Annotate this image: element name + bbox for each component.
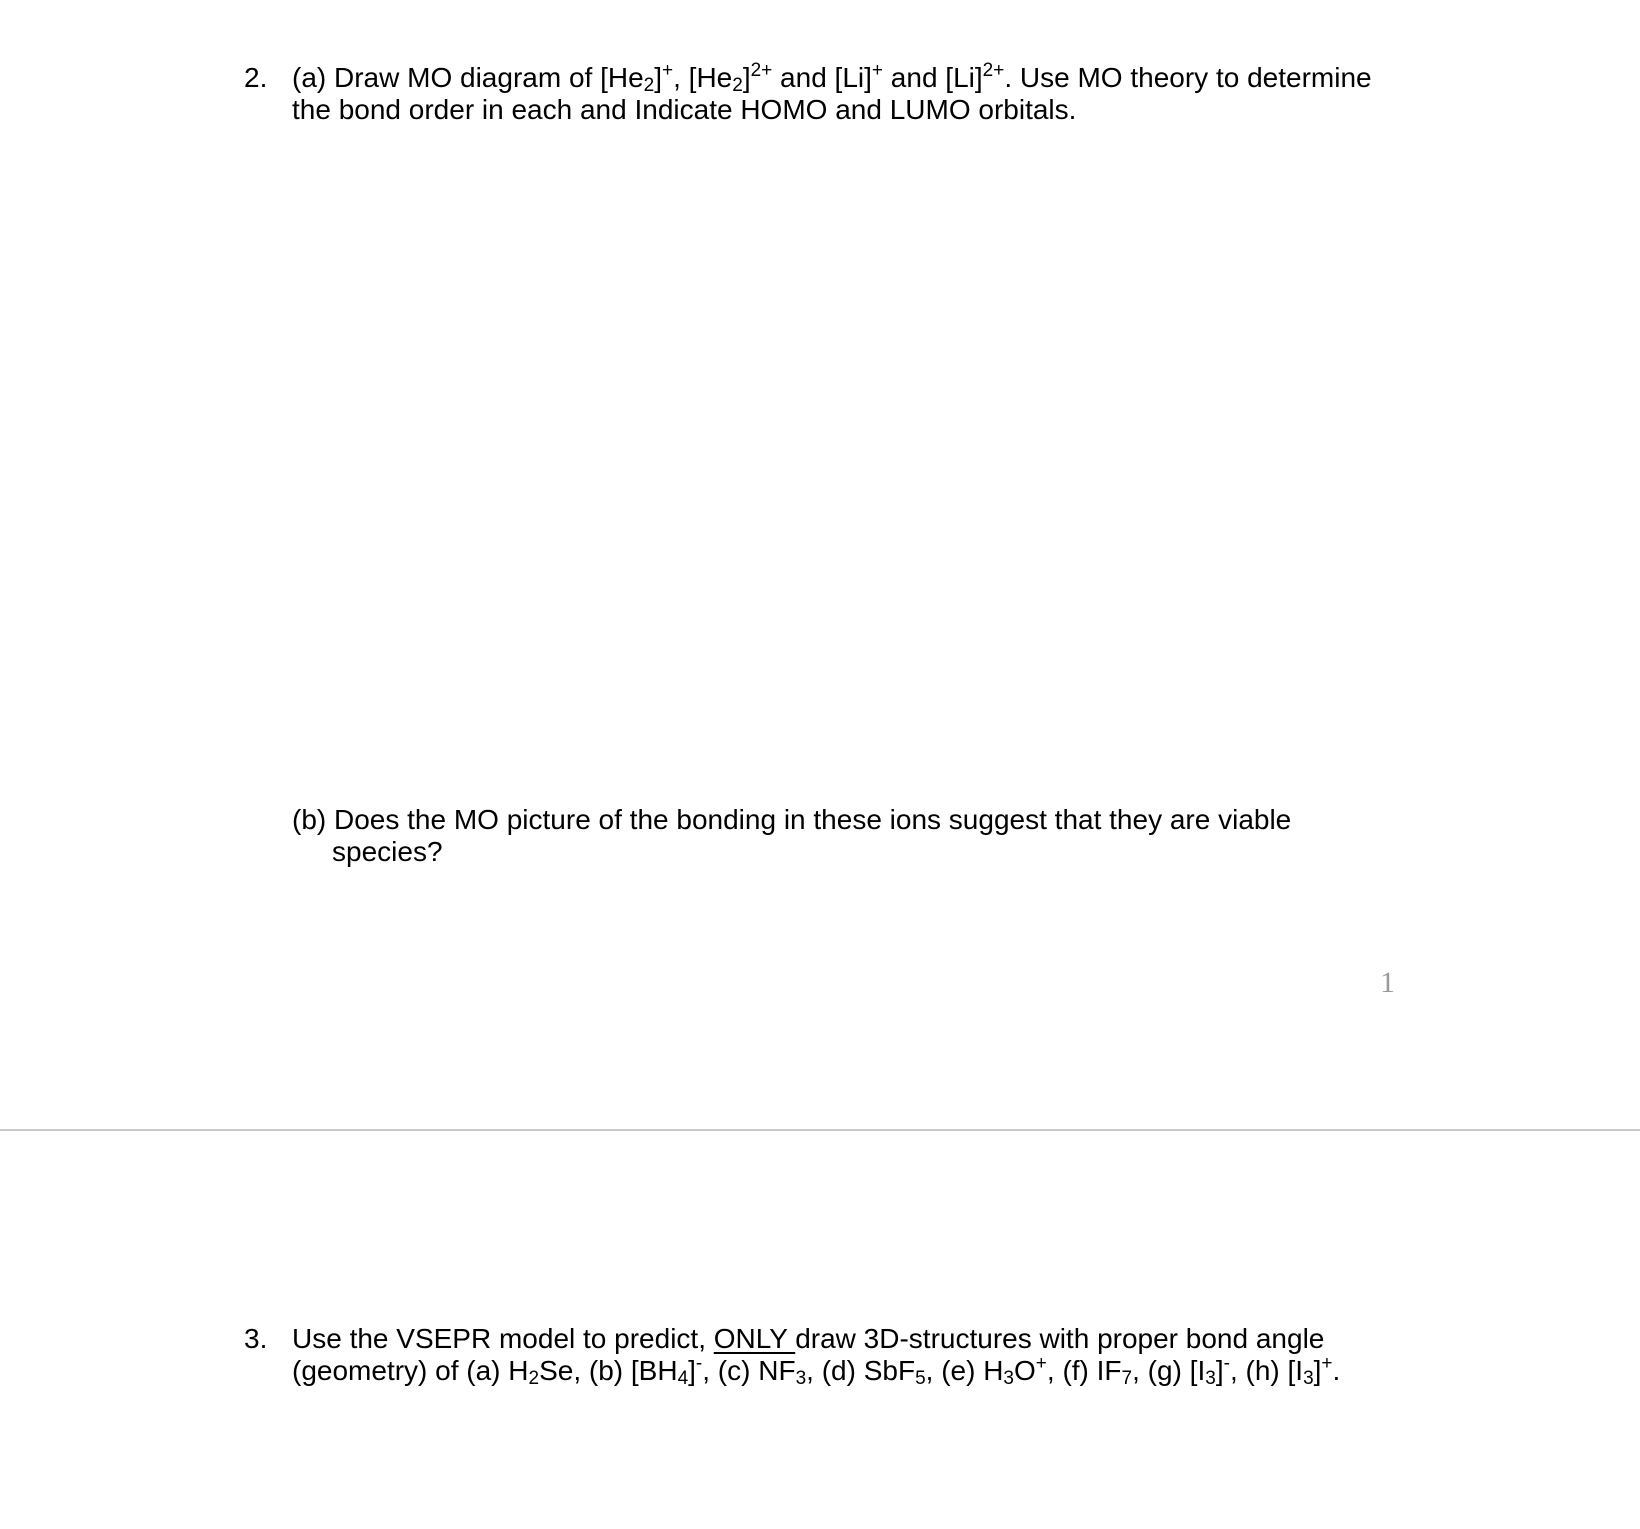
page-divider bbox=[0, 1129, 1640, 1131]
question-3-line-1: Use the VSEPR model to predict, ONLY draw 3D-structures with proper bond angle bbox=[292, 1323, 1325, 1354]
only-emphasis: ONLY bbox=[713, 1323, 796, 1354]
question-2a-line-2: the bond order in each and Indicate HOMO and LUMO orbitals. bbox=[292, 94, 1077, 125]
question-3-number: 3. bbox=[244, 1323, 268, 1354]
question-2b-line-2: species? bbox=[332, 836, 443, 867]
question-3-line-2: (geometry) of (a) $H_2Se$, (b) $[BH_4]^-$, (c) $NF_3$, (d) SbF$_5$, (e) $H_3O^+$, (f) $IF_7$, (g) $[I_3]^-$, (h) $[I_3]^+$. bbox=[292, 1353, 1341, 1389]
page-number: 1 bbox=[1380, 966, 1395, 999]
question-3-text bbox=[292, 1323, 1340, 1387]
question-2a-text bbox=[292, 62, 1372, 126]
question-2b-line-1: (b) Does the MO picture of the bonding in these ions suggest that they are viable bbox=[292, 804, 1292, 835]
question-2b-text bbox=[292, 804, 1291, 868]
question-2-number: 2. bbox=[244, 62, 268, 93]
question-2a-line-1: (a) Draw MO diagram of $[He_2]^+$, $[He_2]^{2+}$ and [Li]+ and $[Li]^{2+}$. Use MO theory to determine bbox=[292, 60, 1372, 96]
